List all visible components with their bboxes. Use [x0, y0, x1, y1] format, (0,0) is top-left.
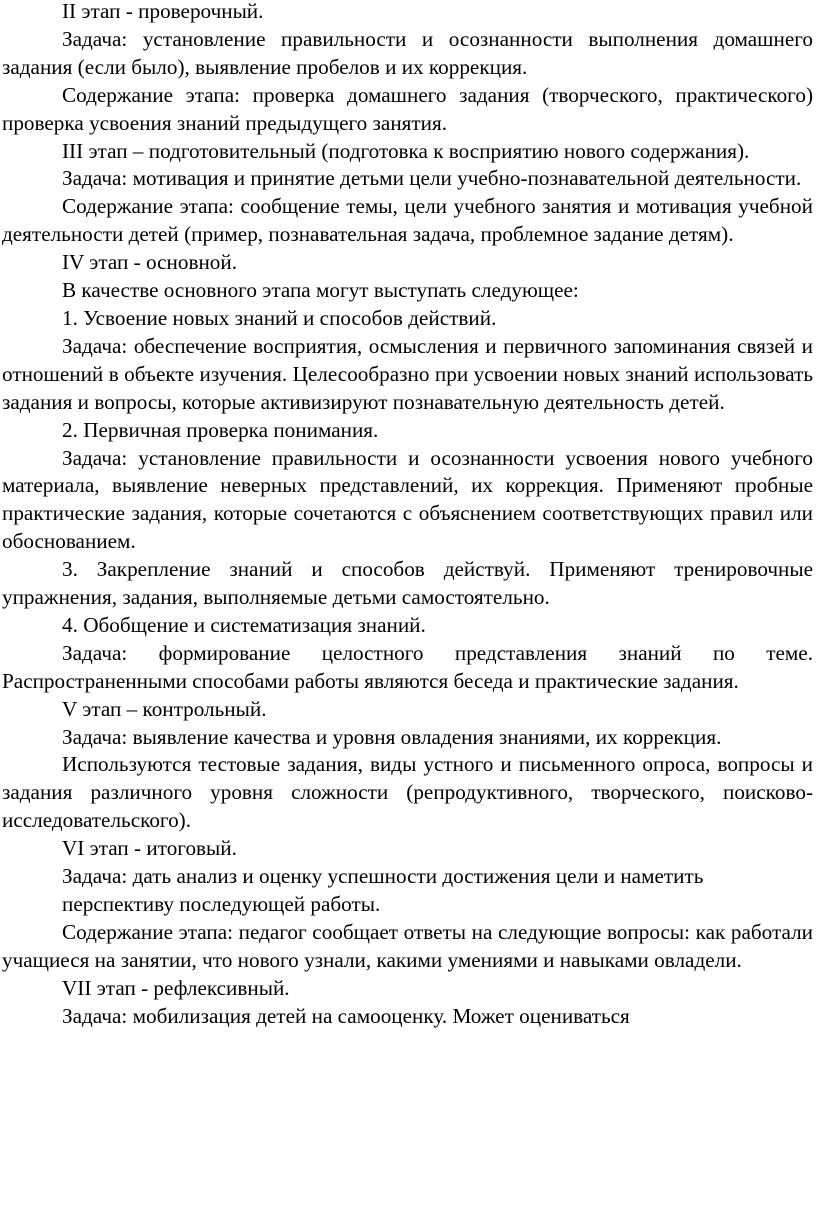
stage7-task: Задача: мобилизация детей на самооценку. Может оцениваться	[62, 1003, 630, 1028]
stage4-item3: 3. Закрепление знаний и способов действуй. Применяют тренировочные упражнения, задания, выполняемые детьми самостоятельно.	[2, 557, 813, 610]
stage3-title: III этап – подготовительный (подготовка к восприятию нового содержания).	[62, 138, 750, 163]
stage3-content: Содержание этапа: сообщение темы, цели учебного занятия и мотивация учебной деятельности детей (пример, познавательная задача, проблемное задание детям).	[2, 194, 813, 247]
stage4-intro: В качестве основного этапа могут выступать следующее:	[62, 278, 579, 303]
stage4-item2: 2. Первичная проверка понимания.	[62, 417, 379, 442]
stage2-task: Задача: установление правильности и осознанности выполнения домашнего задания (если было), выявление пробелов и их коррекция.	[2, 26, 813, 79]
stage4-title: IV этап - основной.	[62, 250, 238, 275]
stage6-title: VI этап - итоговый.	[62, 836, 237, 861]
stage5-title: V этап – контрольный.	[62, 696, 267, 721]
stage5-content: Используются тестовые задания, виды устного и письменного опроса, вопросы и задания различного уровня сложности (репродуктивного, творческого, поисково-исследовательского).	[2, 752, 813, 833]
stage6-content: Содержание этапа: педагог сообщает ответы на следующие вопросы: как работали учащиеся на занятии, что нового узнали, какими умениями и навыками овладели.	[2, 919, 813, 972]
stage4-item1: 1. Усвоение новых знаний и способов действий.	[62, 305, 497, 330]
stage2-content: Содержание этапа: проверка домашнего задания (творческого, практического) проверка усвоения знаний предыдущего занятия.	[2, 82, 813, 135]
stage4-item1-task: Задача: обеспечение восприятия, осмысления и первичного запоминания связей и отношений в объекте изучения. Целесообразно при усвоении новых знаний использовать задания и вопросы, которые активизируют познавательную деятельность детей.	[2, 333, 813, 414]
stage2-title: II этап - проверочный.	[62, 0, 264, 23]
stage4-item4-task: Задача: формирование целостного представления знаний по теме. Распространенными способами работы являются беседа и практические задания.	[2, 640, 813, 693]
stage4-item4: 4. Обобщение и систематизация знаний.	[62, 612, 426, 637]
stage4-item2-task: Задача: установление правильности и осознанности усвоения нового учебного материала, выявление неверных представлений, их коррекция. Применяют пробные практические задания, которые сочетаются с объяснением соответствующих правил или обоснованием.	[2, 445, 813, 554]
stage7-title: VII этап - рефлексивный.	[62, 975, 290, 1000]
stage3-task: Задача: мотивация и принятие детьми цели учебно-познавательной деятельности.	[62, 166, 802, 191]
stage6-task: Задача: дать анализ и оценку успешности достижения цели и наметить перспективу последующей работы.	[62, 864, 704, 916]
stage5-task: Задача: выявление качества и уровня овладения знаниями, их коррекция.	[62, 724, 722, 749]
